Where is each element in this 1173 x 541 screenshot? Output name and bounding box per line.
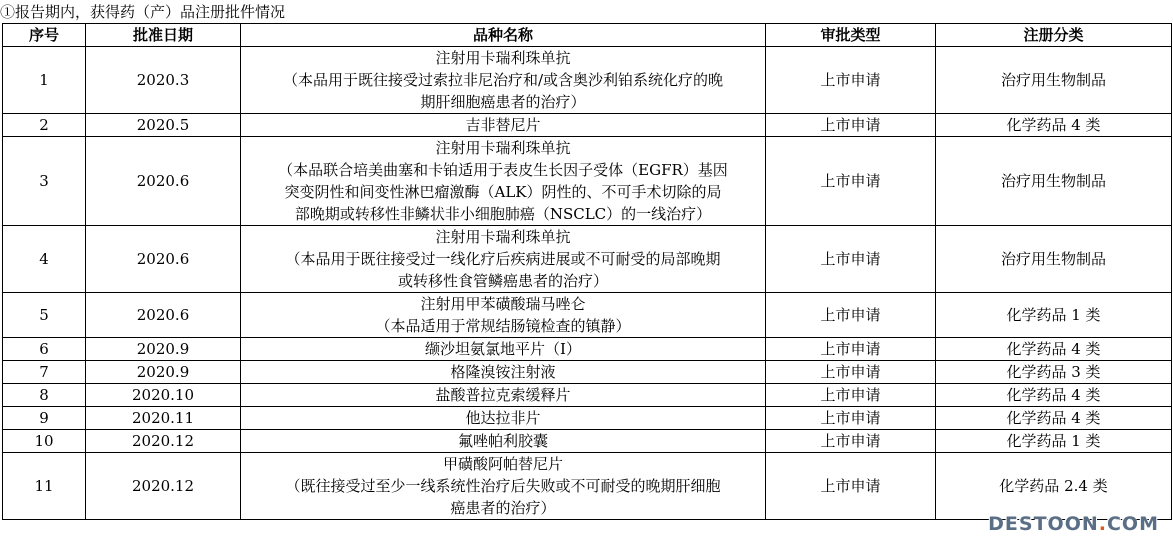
product-indication-line: 或转移性食管鳞癌患者的治疗） — [397, 272, 608, 290]
product-name-line: 盐酸普拉克索缓释片 — [435, 386, 571, 404]
cell-approval-date: 2020.11 — [86, 407, 241, 430]
cell-registration-category: 化学药品 3 类 — [936, 361, 1172, 384]
table-row — [3, 453, 1172, 520]
product-indication-line: 部晚期或转移性非鳞状非小细胞肺癌（NSCLC）的一线治疗） — [294, 205, 712, 223]
cell-approval-type: 上市申请 — [766, 430, 936, 453]
cell-serial-no: 11 — [3, 453, 86, 520]
table-row — [3, 361, 1172, 384]
product-name-line: 格隆溴铵注射液 — [450, 363, 556, 381]
header-approval-date: 批准日期 — [86, 24, 241, 47]
cell-registration-category: 化学药品 1 类 — [936, 430, 1172, 453]
header-serial-no: 序号 — [3, 24, 86, 47]
cell-serial-no: 1 — [3, 47, 86, 114]
cell-registration-category: 化学药品 4 类 — [936, 338, 1172, 361]
cell-approval-date: 2020.12 — [86, 453, 241, 520]
product-name-line: 注射用卡瑞利珠单抗 — [435, 139, 571, 157]
cell-approval-type: 上市申请 — [766, 137, 936, 226]
cell-registration-category: 化学药品 1 类 — [936, 293, 1172, 338]
cell-serial-no: 5 — [3, 293, 86, 338]
cell-serial-no: 7 — [3, 361, 86, 384]
cell-product-name — [241, 384, 766, 407]
product-name-line: 甲磺酸阿帕替尼片 — [442, 455, 563, 473]
cell-approval-date: 2020.10 — [86, 384, 241, 407]
table-row — [3, 226, 1172, 293]
destoon-watermark — [988, 513, 1159, 535]
cell-approval-type: 上市申请 — [766, 338, 936, 361]
table-caption: ①报告期内，获得药（产）品注册批件情况 — [0, 3, 286, 21]
product-indication-line: 突变阴性和间变性淋巴瘤激酶（ALK）阴性的、不可手术切除的局 — [284, 183, 722, 201]
cell-product-name — [241, 361, 766, 384]
cell-serial-no: 6 — [3, 338, 86, 361]
watermark-dot: . — [1098, 513, 1107, 535]
cell-registration-category: 化学药品 2.4 类 — [936, 453, 1172, 520]
product-indication-line: （本品适用于常规结肠镜检查的镇静） — [375, 317, 631, 335]
table-row — [3, 114, 1172, 137]
table-row — [3, 137, 1172, 226]
table-row — [3, 407, 1172, 430]
watermark-brand: DESTOON — [988, 513, 1099, 535]
product-name-line: 缬沙坦氨氯地平片（I） — [425, 340, 581, 358]
cell-approval-type: 上市申请 — [766, 226, 936, 293]
cell-approval-date: 2020.12 — [86, 430, 241, 453]
product-name-line: 吉非替尼片 — [465, 116, 541, 134]
product-indication-line: （本品用于既往接受过索拉非尼治疗和/或含奥沙利铂系统化疗的晚 — [282, 71, 724, 89]
cell-product-name — [241, 453, 766, 520]
table-row — [3, 338, 1172, 361]
cell-approval-date: 2020.9 — [86, 338, 241, 361]
cell-product-name — [241, 47, 766, 114]
table-row — [3, 384, 1172, 407]
cell-product-name — [241, 293, 766, 338]
cell-product-name — [241, 407, 766, 430]
cell-approval-type: 上市申请 — [766, 361, 936, 384]
cell-serial-no: 8 — [3, 384, 86, 407]
product-indication-line: 癌患者的治疗） — [450, 499, 556, 517]
cell-approval-date: 2020.6 — [86, 293, 241, 338]
product-indication-line: （本品用于既往接受过一线化疗后疾病进展或不可耐受的局部晚期 — [285, 250, 721, 268]
cell-approval-date: 2020.5 — [86, 114, 241, 137]
cell-registration-category: 化学药品 4 类 — [936, 114, 1172, 137]
cell-approval-type: 上市申请 — [766, 453, 936, 520]
product-name-line: 他达拉非片 — [465, 409, 541, 427]
cell-product-name — [241, 137, 766, 226]
cell-approval-date: 2020.9 — [86, 361, 241, 384]
product-indication-line: （本品联合培美曲塞和卡铂适用于表皮生长因子受体（EGFR）基因 — [278, 161, 728, 179]
cell-serial-no: 9 — [3, 407, 86, 430]
product-indication-line: （既往接受过至少一线系统性治疗后失败或不可耐受的晚期肝细胞 — [285, 477, 721, 495]
cell-approval-date: 2020.6 — [86, 137, 241, 226]
cell-approval-type: 上市申请 — [766, 114, 936, 137]
cell-approval-type: 上市申请 — [766, 384, 936, 407]
watermark-tld: COM — [1106, 513, 1159, 535]
table-row — [3, 430, 1172, 453]
cell-approval-type: 上市申请 — [766, 407, 936, 430]
cell-product-name — [241, 114, 766, 137]
drug-approval-table — [2, 23, 1172, 520]
table-row — [3, 47, 1172, 114]
cell-approval-type: 上市申请 — [766, 47, 936, 114]
cell-serial-no: 3 — [3, 137, 86, 226]
cell-product-name — [241, 338, 766, 361]
cell-registration-category: 化学药品 4 类 — [936, 384, 1172, 407]
product-indication-line: 期肝细胞癌患者的治疗） — [420, 93, 586, 111]
cell-registration-category: 化学药品 4 类 — [936, 407, 1172, 430]
header-product-name: 品种名称 — [241, 24, 766, 47]
header-registration-category: 注册分类 — [936, 24, 1172, 47]
cell-serial-no: 4 — [3, 226, 86, 293]
product-name-line: 注射用卡瑞利珠单抗 — [435, 228, 571, 246]
cell-serial-no: 2 — [3, 114, 86, 137]
cell-serial-no: 10 — [3, 430, 86, 453]
cell-registration-category: 治疗用生物制品 — [936, 47, 1172, 114]
cell-registration-category: 治疗用生物制品 — [936, 137, 1172, 226]
cell-approval-type: 上市申请 — [766, 293, 936, 338]
cell-registration-category: 治疗用生物制品 — [936, 226, 1172, 293]
cell-product-name — [241, 226, 766, 293]
product-name-line: 注射用卡瑞利珠单抗 — [435, 49, 571, 67]
product-name-line: 注射用甲苯磺酸瑞马唑仑 — [420, 295, 586, 313]
cell-approval-date: 2020.6 — [86, 226, 241, 293]
header-approval-type: 审批类型 — [766, 24, 936, 47]
table-row — [3, 293, 1172, 338]
cell-product-name — [241, 430, 766, 453]
product-name-line: 氟唑帕利胶囊 — [457, 432, 548, 450]
cell-approval-date: 2020.3 — [86, 47, 241, 114]
table-header-row — [3, 24, 1172, 47]
